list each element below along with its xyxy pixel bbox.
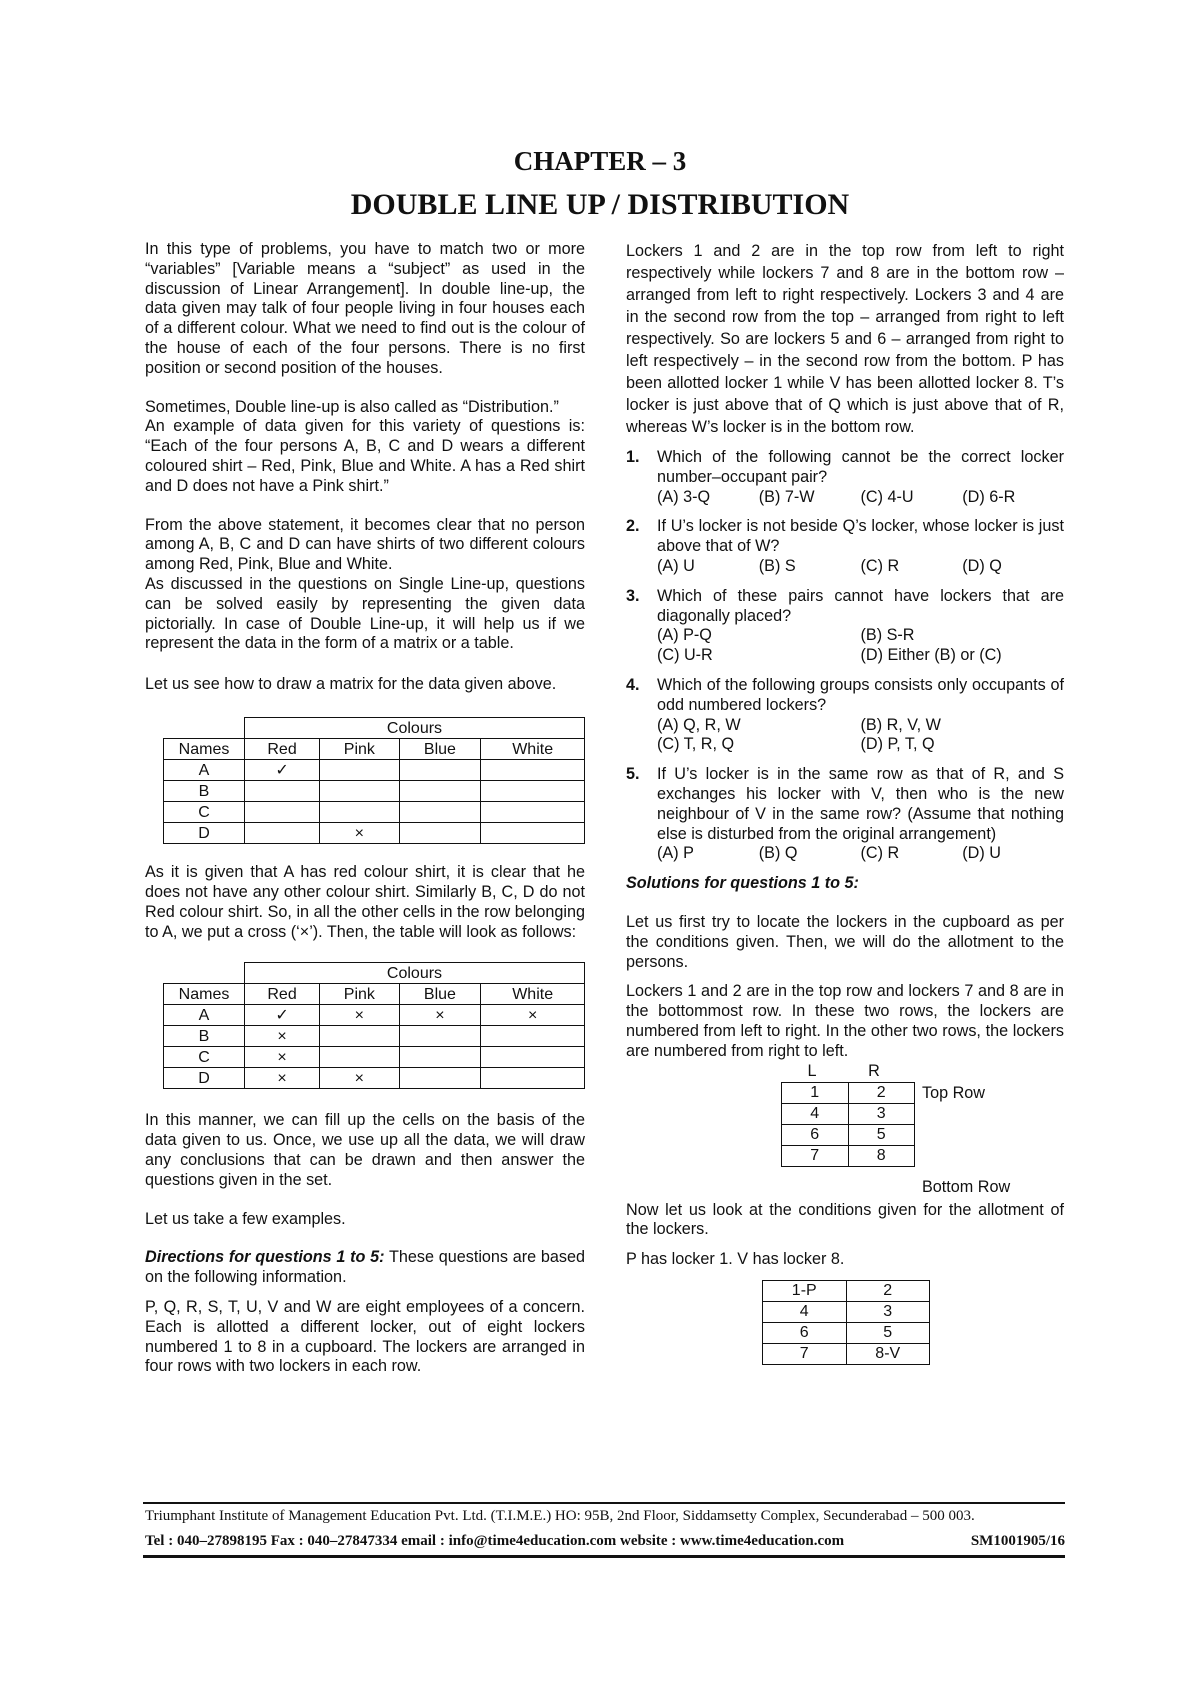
question-text: Which of these pairs cannot have lockers that are diagonally placed? xyxy=(657,586,1064,625)
footer-address-text: Triumphant Institute of Management Education Pvt. Ltd. (T.I.M.E.) HO: 95B, 2nd Floor, Siddamsetty Complex, Secunderabad – 500 003. xyxy=(145,1508,975,1524)
footer-address xyxy=(145,1508,1065,1525)
question-item xyxy=(626,587,1064,666)
paragraph: Lockers 1 and 2 are in the top row and lockers 7 and 8 are in the bottommost row. In these two rows, the lockers are numbered from left to right. In the other two rows, the lockers are numbered from right to left. xyxy=(626,982,1064,1060)
table-cell xyxy=(481,1026,585,1047)
locker-cell: 8 xyxy=(848,1145,915,1166)
row-name: C xyxy=(164,1047,245,1068)
locker-row xyxy=(782,1124,915,1145)
answer-option: (D) Either (B) or (C) xyxy=(860,646,1002,665)
table-row xyxy=(164,1047,585,1068)
table-cell xyxy=(481,823,585,844)
answer-option: (C) U-R xyxy=(657,646,713,665)
column-header: White xyxy=(481,984,585,1005)
table-cell xyxy=(320,781,399,802)
row-name: C xyxy=(164,802,245,823)
locker-cell: 1 xyxy=(782,1082,849,1103)
table-cell: × xyxy=(245,1047,320,1068)
answer-option: (C) 4-U xyxy=(860,487,914,506)
question-text: If U’s locker is not beside Q’s locker, whose locker is just above that of W? xyxy=(657,517,1064,556)
directions-paragraph xyxy=(145,1248,585,1288)
locker-cell: 8-V xyxy=(846,1343,930,1364)
table-cell xyxy=(399,1047,481,1068)
table-row xyxy=(164,781,585,802)
column-header: White xyxy=(481,739,585,760)
paragraph: An example of data given for this variety of questions is: “Each of the four persons A, B, C and D wears a different coloured shirt – Red, Pink, Blue and White. A has a Red shirt and D does not have a Pink shirt.” xyxy=(145,417,585,495)
answer-option: (D) P, T, Q xyxy=(860,735,935,754)
paragraph: In this manner, we can fill up the cells on the basis of the data given to us. Once, we use up all the data, we will draw any conclusions that can be drawn and then answer the questions given in the set. xyxy=(145,1111,585,1189)
table-cell xyxy=(399,823,481,844)
locker-cell: 7 xyxy=(782,1145,849,1166)
table-cell xyxy=(399,760,481,781)
top-row-label: Top Row xyxy=(922,1083,985,1102)
answer-option: (D) Q xyxy=(962,556,1002,575)
locker-cell: 6 xyxy=(782,1124,849,1145)
answer-option: (B) S-R xyxy=(860,626,915,645)
question-number: 5. xyxy=(626,765,640,784)
locker-cell: 2 xyxy=(848,1082,915,1103)
column-header: Names xyxy=(164,739,245,760)
answer-option: (D) 6-R xyxy=(962,487,1016,506)
bottom-row-label: Bottom Row xyxy=(922,1177,1011,1196)
table-cell: × xyxy=(245,1068,320,1089)
paragraph: Lockers 1 and 2 are in the top row from left to right respectively while lockers 7 and 8 are in the bottom row – arranged from left to right respectively. Lockers 3 and 4 are in the second row from the top – arranged from right to left respectively. So are lockers 5 and 6 – arranged from right to left respectively – in the second row from the bottom. P has been allotted locker 1 while V has been allotted locker 8. T’s locker is just above that of Q which is just above that of R, whereas W’s locker is in the bottom row. xyxy=(626,242,1064,436)
locker-row xyxy=(763,1301,930,1322)
table-cell: × xyxy=(481,1005,585,1026)
table-cell: × xyxy=(320,1005,399,1026)
locker-cell: 5 xyxy=(848,1124,915,1145)
locker-grid xyxy=(781,1082,915,1167)
answer-option: (B) 7-W xyxy=(758,487,815,506)
directions-label: Directions for questions 1 to 5: xyxy=(145,1248,385,1267)
table-cell xyxy=(399,1026,481,1047)
table-cell xyxy=(481,781,585,802)
table-cell xyxy=(481,802,585,823)
table-cell xyxy=(399,802,481,823)
column-header: Blue xyxy=(399,739,481,760)
table-cell xyxy=(320,1026,399,1047)
directions-text: These questions are based on the following information. xyxy=(145,1248,585,1287)
locker-cell: 3 xyxy=(846,1301,930,1322)
question-number: 1. xyxy=(626,448,640,466)
locker-cell: 1-P xyxy=(763,1280,847,1301)
answer-option: (A) 3-Q xyxy=(657,487,711,506)
question-text: Which of the following groups consists only occupants of odd numbered lockers? xyxy=(657,675,1064,714)
table-cell xyxy=(481,1068,585,1089)
table-row xyxy=(164,1026,585,1047)
table-cell xyxy=(481,760,585,781)
row-name: A xyxy=(164,760,245,781)
table-cell xyxy=(399,781,481,802)
row-name: B xyxy=(164,781,245,802)
footer-rule-bottom xyxy=(143,1555,1065,1558)
table-cell xyxy=(320,760,399,781)
answer-option: (C) R xyxy=(860,844,900,863)
footer-rule xyxy=(143,1502,1065,1504)
locker-cell: 7 xyxy=(763,1343,847,1364)
locker-row xyxy=(763,1343,930,1364)
table-header-row xyxy=(164,984,585,1005)
left-column xyxy=(145,240,585,1377)
row-name: D xyxy=(164,1068,245,1089)
table-group-header: Colours xyxy=(245,963,585,984)
answer-option: (B) S xyxy=(758,556,796,575)
chapter-title: DOUBLE LINE UP / DISTRIBUTION xyxy=(350,188,850,221)
column-header: Blue xyxy=(399,984,481,1005)
answer-option: (A) U xyxy=(657,556,695,575)
locker-row xyxy=(782,1103,915,1124)
question-number: 2. xyxy=(626,517,640,536)
table-cell xyxy=(245,802,320,823)
table-row xyxy=(164,1068,585,1089)
row-name: D xyxy=(164,823,245,844)
locker-cell: 3 xyxy=(848,1103,915,1124)
table-cell: ✓ xyxy=(245,1005,320,1026)
question-number: 4. xyxy=(626,675,640,694)
column-header: Red xyxy=(245,739,320,760)
table-cell xyxy=(245,781,320,802)
colour-matrix-table-1 xyxy=(163,717,585,844)
chapter-label: CHAPTER – 3 xyxy=(513,146,687,176)
question-item xyxy=(626,765,1064,864)
column-header: Pink xyxy=(320,739,399,760)
locker-row xyxy=(763,1322,930,1343)
solutions-heading: Solutions for questions 1 to 5: xyxy=(626,874,859,893)
question-item xyxy=(626,448,1064,507)
paragraph: Let us take a few examples. xyxy=(145,1209,346,1228)
answer-option: (C) T, R, Q xyxy=(657,735,735,754)
locker-row xyxy=(782,1145,915,1166)
paragraph: Let us first try to locate the lockers in the cupboard as per the conditions given. Then, we will do the allotment to the persons. xyxy=(626,912,1064,971)
answer-option: (B) R, V, W xyxy=(860,715,941,734)
paragraph: P, Q, R, S, T, U, V and W are eight employees of a concern. Each is allotted a different locker, out of eight lockers numbered 1 to 8 in a cupboard. The lockers are arranged in four rows with two lockers in each row. xyxy=(145,1297,585,1376)
question-text: If U’s locker is in the same row as that of R, and S exchanges his locker with V, then who is the new neighbour of V in the same row? (Assume that nothing else is disturbed from the original arrangement) xyxy=(657,765,1064,843)
paragraph: P has locker 1. V has locker 8. xyxy=(626,1250,845,1269)
column-label-l: L xyxy=(807,1061,817,1080)
answer-option: (A) P xyxy=(657,844,694,863)
table-cell xyxy=(399,1068,481,1089)
paragraph: As discussed in the questions on Single Line-up, questions can be solved easily by representing the given data pictorially. In case of Double Line-up, it will help us if we represent the data in the form of a matrix or a table. xyxy=(145,574,585,653)
answer-option: (D) U xyxy=(962,844,1001,863)
table-row xyxy=(164,823,585,844)
footer-contact-text: Tel : 040–27898195 Fax : 040–27847334 email : info@time4education.com website : www.time4education.com xyxy=(145,1533,845,1549)
table-group-header: Colours xyxy=(245,718,585,739)
table-cell: × xyxy=(320,1068,399,1089)
paragraph: Now let us look at the conditions given for the allotment of the lockers. xyxy=(626,1200,1064,1239)
table-header-row xyxy=(164,739,585,760)
row-name: B xyxy=(164,1026,245,1047)
table-cell xyxy=(245,823,320,844)
paragraph: From the above statement, it becomes clear that no person among A, B, C and D can have shirts of two different colours among Red, Pink, Blue and White. xyxy=(145,515,585,574)
table-cell xyxy=(320,1047,399,1068)
right-column xyxy=(626,240,1064,1365)
colour-matrix-table-2 xyxy=(163,962,585,1089)
paragraph: In this type of problems, you have to match two or more “variables” [Variable means a “subject” as used in the discussion of Linear Arrangement]. In double line-up, the data given may talk of four people living in four houses each of a different colour. What we need to find out is the colour of the house of each of the four persons. There is no first position or second position of the houses. xyxy=(145,240,585,377)
answer-option: (A) Q, R, W xyxy=(657,715,741,734)
table-row xyxy=(164,802,585,823)
footer-code: SM1001905/16 xyxy=(970,1533,1065,1549)
table-row xyxy=(164,760,585,781)
locker-cell: 5 xyxy=(846,1322,930,1343)
table-cell xyxy=(320,802,399,823)
question-list xyxy=(626,448,1064,864)
column-header: Names xyxy=(164,984,245,1005)
question-text: Which of the following cannot be the correct locker number–occupant pair? xyxy=(657,448,1064,486)
column-label-r: R xyxy=(868,1061,880,1080)
table-cell: × xyxy=(320,823,399,844)
paragraph: Let us see how to draw a matrix for the data given above. xyxy=(145,675,557,694)
column-header: Pink xyxy=(320,984,399,1005)
locker-cell: 4 xyxy=(763,1301,847,1322)
column-header: Red xyxy=(245,984,320,1005)
answer-option: (B) Q xyxy=(758,844,798,863)
locker-row xyxy=(763,1280,930,1301)
locker-diagram xyxy=(626,1061,1064,1196)
locker-cell: 2 xyxy=(846,1280,930,1301)
question-item xyxy=(626,517,1064,576)
table-cell: × xyxy=(245,1026,320,1047)
footer-contact xyxy=(145,1533,1065,1550)
paragraph: Sometimes, Double line-up is also called as “Distribution.” xyxy=(145,397,559,416)
answer-option: (A) P-Q xyxy=(657,626,712,645)
locker-cell: 4 xyxy=(782,1103,849,1124)
locker-allotment-grid xyxy=(762,1280,930,1365)
answer-option: (C) R xyxy=(860,556,900,575)
row-name: A xyxy=(164,1005,245,1026)
table-cell: × xyxy=(399,1005,481,1026)
question-item xyxy=(626,676,1064,755)
locker-cell: 6 xyxy=(763,1322,847,1343)
table-cell xyxy=(481,1047,585,1068)
question-number: 3. xyxy=(626,586,640,605)
table-cell: ✓ xyxy=(245,760,320,781)
locker-row xyxy=(782,1082,915,1103)
table-row xyxy=(164,1005,585,1026)
paragraph: As it is given that A has red colour shirt, it is clear that he does not have any other colour shirt. Similarly B, C, D do not Red colour shirt. So, in all the other cells in the row belonging to A, we put a cross (‘×’). Then, the table will look as follows: xyxy=(145,863,585,941)
